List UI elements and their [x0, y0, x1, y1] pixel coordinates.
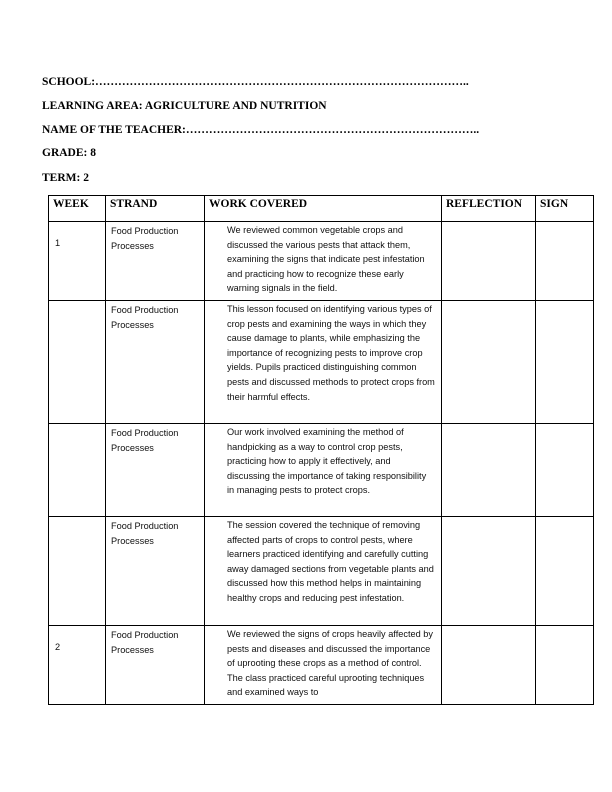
work-covered-cell: The session covered the technique of removing affected parts of crops to control pests, where learners practiced identifying and carefully cutting away damaged sections from vegetable plants and discussed how this method helps in maintaining healthy crops and reducing pest infestation.: [205, 517, 442, 626]
column-header-week: WEEK: [49, 196, 106, 222]
week-cell: 1: [49, 222, 106, 301]
strand-cell: Food Production Processes: [106, 626, 205, 705]
week-cell: [49, 424, 106, 517]
table-header-row: [49, 196, 594, 222]
teacher-name-line: NAME OF THE TEACHER:…………………………………………………………………..: [42, 124, 480, 136]
column-header-sign: SIGN: [536, 196, 594, 222]
table-row: [49, 517, 594, 626]
reflection-cell[interactable]: [442, 424, 536, 517]
week-cell: [49, 517, 106, 626]
term-line: TERM: 2: [42, 172, 89, 184]
grade-line: GRADE: 8: [42, 147, 96, 159]
column-header-work-covered: WORK COVERED: [205, 196, 442, 222]
work-covered-cell: Our work involved examining the method of handpicking as a way to control crop pests, practicing how to apply it effectively, and discussing the importance of taking responsibility in managing pests to protect crops.: [205, 424, 442, 517]
strand-cell: Food Production Processes: [106, 517, 205, 626]
table-row: [49, 626, 594, 705]
reflection-cell[interactable]: [442, 222, 536, 301]
sign-cell[interactable]: [536, 626, 594, 705]
sign-cell[interactable]: [536, 301, 594, 424]
learning-area-line: LEARNING AREA: AGRICULTURE AND NUTRITION: [42, 100, 327, 112]
work-covered-cell: We reviewed the signs of crops heavily affected by pests and diseases and discussed the importance of uprooting these crops as a method of control. The class practiced careful uprooting techniques and examined ways to: [205, 626, 442, 705]
strand-cell: Food Production Processes: [106, 301, 205, 424]
table-row: [49, 222, 594, 301]
record-of-work-table: [48, 195, 594, 705]
school-line: SCHOOL:……………………………………………………………………………………..: [42, 76, 469, 88]
sign-cell[interactable]: [536, 222, 594, 301]
week-cell: 2: [49, 626, 106, 705]
reflection-cell[interactable]: [442, 517, 536, 626]
sign-cell[interactable]: [536, 517, 594, 626]
strand-cell: Food Production Processes: [106, 424, 205, 517]
work-covered-cell: This lesson focused on identifying various types of crop pests and examining the ways in which they cause damage to plants, while emphasizing the importance of recognizing pests to improve crop yields. Pupils practiced distinguishing common pests and discussed methods to protect crops from their harmful effects.: [205, 301, 442, 424]
column-header-strand: STRAND: [106, 196, 205, 222]
strand-cell: Food Production Processes: [106, 222, 205, 301]
week-cell: [49, 301, 106, 424]
sign-cell[interactable]: [536, 424, 594, 517]
table-row: [49, 424, 594, 517]
reflection-cell[interactable]: [442, 626, 536, 705]
table-row: [49, 301, 594, 424]
work-covered-cell: We reviewed common vegetable crops and discussed the various pests that attack them, examining the signs that indicate pest infestation and practicing how to recognize these early warning signals in the field.: [205, 222, 442, 301]
column-header-reflection: REFLECTION: [442, 196, 536, 222]
reflection-cell[interactable]: [442, 301, 536, 424]
